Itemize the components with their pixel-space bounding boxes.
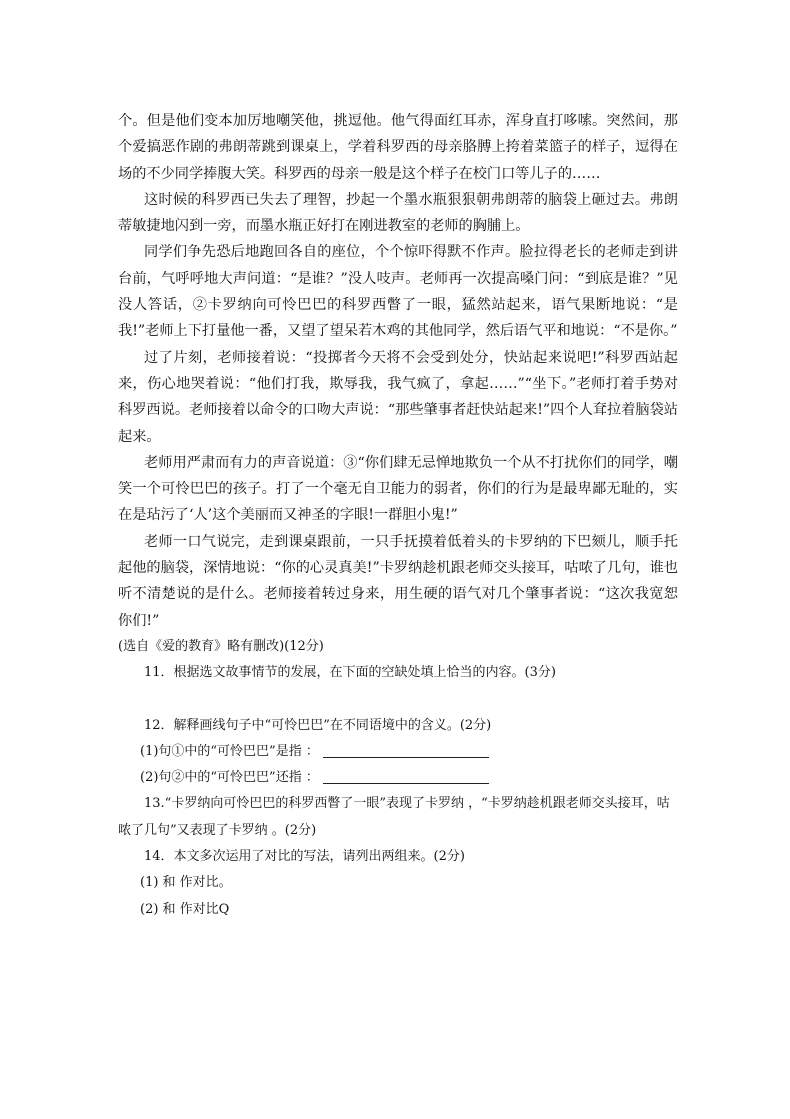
question-12-part-1 — [118, 739, 678, 765]
question-14-part-1: (1) 和 作对比。 — [140, 875, 232, 891]
passage-paragraph-4: 过了片刻，老师接着说：“投掷者今天将不会受到处分，快站起来说吧!”科罗西站起来，伤心地哭着说：“他们打我，欺辱我，我气疯了，拿起……”“坐下。”老师打着手势对科罗西说。老师接着以命令的口吻大声说：“那些肇事者赶快站起来!”四个人耷拉着脑袋站起来。 — [118, 349, 678, 445]
passage-paragraph-2: 这时候的科罗西已失去了理智，抄起一个墨水瓶狠狠朝弗朗蒂的脑袋上砸过去。弗朗蒂敏捷地闪到一旁，而墨水瓶正好打在刚进教室的老师的胸脯上。 — [118, 191, 678, 235]
question-12-part-2 — [118, 765, 678, 791]
passage-paragraph-1: 个。但是他们变本加厉地嘲笑他，挑逗他。他气得面红耳赤，浑身直打哆嗦。突然间，那个爱搞恶作剧的弗朗蒂跳到课桌上，学着科罗西的母亲胳膊上挎着菜篮子的样子，逗得在场的不少同学捧腹大笑。科罗西的母亲一般是这个样子在校门口等儿子的…… — [118, 113, 678, 182]
question-14-part-2: (2) 和 作对比Q — [140, 901, 230, 917]
answer-blank-12-1[interactable] — [323, 743, 489, 758]
answer-blank-12-2[interactable] — [323, 769, 489, 784]
passage-paragraph-5: 老师用严肃而有力的声音说道：③“你们肆无忌惮地欺负一个从不打扰你们的同学，嘲笑一个可怜巴巴的孩子。打了一个毫无自卫能力的弱者，你们的行为是最卑鄙无耻的，实在是玷污了‘人’这个美丽而又神圣的字眼!一群胆小鬼!” — [118, 454, 678, 524]
question-11: 11．根据选文故事情节的发展，在下面的空缺处填上恰当的内容。(3分) — [144, 665, 556, 681]
question-14: 14．本文多次运用了对比的写法，请列出两组来。(2分) — [144, 849, 465, 865]
passage-paragraph-6: 老师一口气说完，走到课桌跟前，一只手抚摸着低着头的卡罗纳的下巴颏儿，顺手托起他的脑袋，深情地说：“你的心灵真美!”卡罗纳趁机跟老师交头接耳，咕哝了几句，谁也听不清楚说的是什么。老师接着转过身来，用生硬的语气对几个肇事者说：“这次我宽恕你们!” — [118, 533, 678, 629]
document-page — [118, 108, 678, 923]
answer-space-11 — [118, 687, 678, 713]
question-12: 12．解释画线句子中“可怜巴巴”在不同语境中的含义。(2分) — [144, 717, 492, 733]
source-note: (选自《爱的教育》略有删改)(12分) — [118, 638, 324, 654]
question-13: 13.“卡罗纳向可怜巴巴的科罗西瞥了一眼”表现了卡罗纳 ，“卡罗纳趁机跟老师交头接耳，咕哝了几句”又表现了卡罗纳 。(2分) — [118, 796, 670, 838]
question-12-part-1-text: (1)句①中的“可怜巴巴”是指 ： — [140, 743, 319, 759]
passage-paragraph-3: 同学们争先恐后地跑回各自的座位，个个惊吓得默不作声。脸拉得老长的老师走到讲台前，气呼呼地大声问道：“是谁？”没人吱声。老师再一次提高嗓门问：“到底是谁？”见没人答话，②卡罗纳向可怜巴巴的科罗西瞥了一眼，猛然站起来，语气果断地说：“是我!”老师上下打量他一番，又望了望呆若木鸡的其他同学，然后语气平和地说：“不是你。” — [118, 244, 678, 340]
question-12-part-2-text: (2)句②中的“可怜巴巴”还指 ： — [140, 770, 319, 786]
